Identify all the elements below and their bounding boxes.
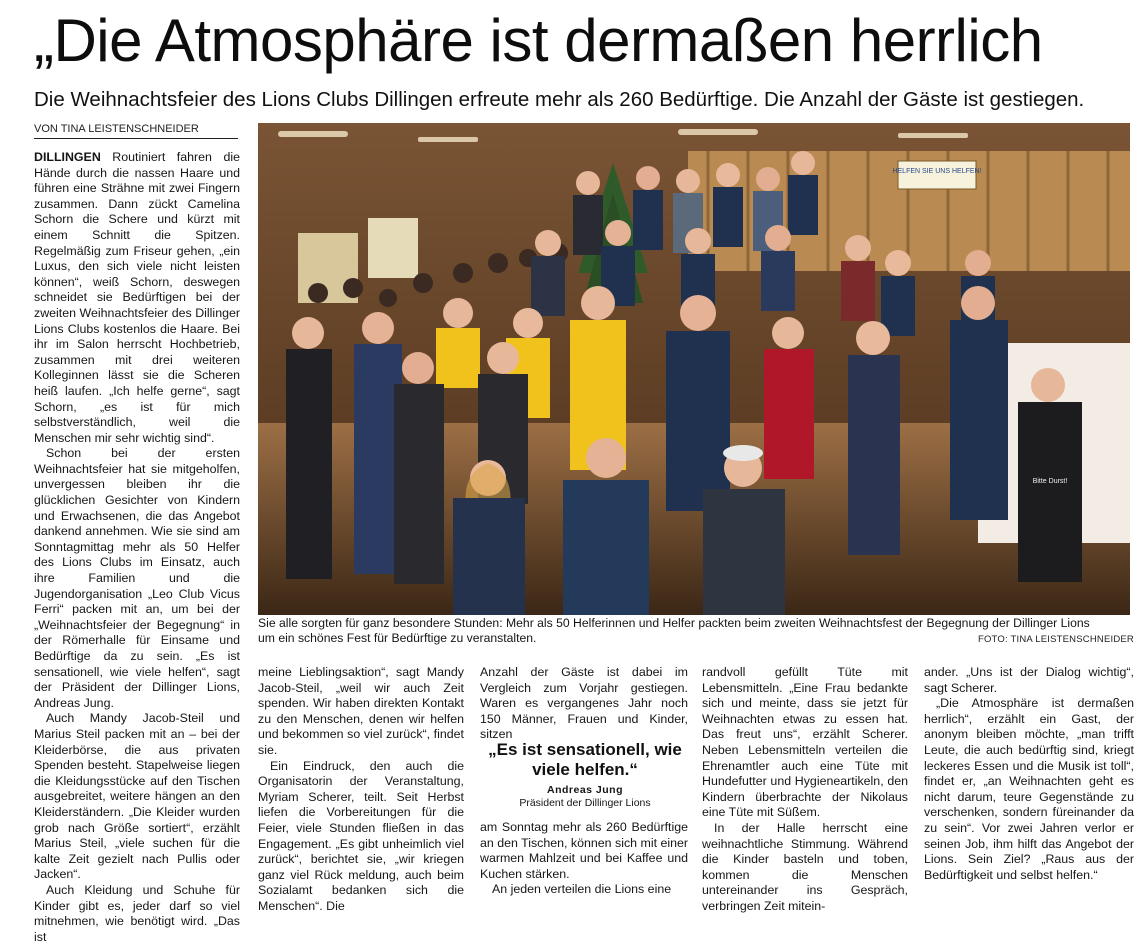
paragraph: Schon bei der ersten Weihnachtsfeier hat sie mitgeholfen, unvergessen bleiben ihr die glücklichen Gesichter von Kindern und Erwachsenen, die das Angebot dankend annehmen. Wie sie sind am Sonntagmittag mehr als 50 Helfer des Lions Clubs im Einsatz, auch ihre Familien und die Jugendorganisation „Leo Club Vicus Ferri“ packen mit an, um bei der „Weihnachtsfeier der Begegnung“ in der Römerhalle für Einsame und Bedürftige da zu sein. „Es ist sensationell, wie viele helfen“, sagt der Präsident der Dillinger Lions, Andreas Jung. <box>34 446 240 710</box>
caption-line: um ein schönes Fest für Bedürftige zu veranstalten. <box>258 631 537 645</box>
headline: „Die Atmosphäre ist dermaßen herrlich <box>34 7 1043 74</box>
column-3-bottom <box>480 820 688 910</box>
paragraph: Auch Mandy Jacob-Steil und Marius Steil packen mit an – bei der Kleiderbörse, die aus privaten Spenden besteht. Stapelweise liegen die Kleidungsstücke auf den Tischen ausgebreitet, weitere hängen an den Kleiderständern. „Die Kleider wurden grob nach Größe sortiert“, erzählt Marius Steil, „viele suchen für die kalte Zeit gezielt nach Pullis oder Jacken“. <box>34 711 240 882</box>
paragraph: randvoll gefüllt Tüte mit Lebensmitteln. „Eine Frau bedankte sich und meinte, dass sie jetzt für Weihnachten etwas zu essen hat. Das freut uns“, erzählt Scherer. Neben Lebensmitteln verteilen die Ehrenamtler auch eine Tüte mit Hundefutter und Hygieneartikeln, den Kindern überbrachte der Nikolaus eine Tüte mit Süßem. <box>702 665 908 820</box>
photo-credit: FOTO: TINA LEISTENSCHNEIDER <box>977 634 1134 645</box>
paragraph: Ein Eindruck, den auch die Organisatorin der Veranstaltung, Myriam Scherer, teilt. Seit Herbst liefen die Vorbereitungen für die Feier, viele Stunden fließen in das Engagement. „Es gibt unheimlich viel zurück“, berichtet sie, „wir kriegen ganz viel Rück meldung, auch beim Sozialamt bedanken sich die Menschen“. Die <box>258 758 464 913</box>
paragraph: meine Lieblingsaktion“, sagt Mandy Jacob-Steil, „weil wir auch Zeit spenden. Wir haben direkten Kontakt zu den Menschen, denen wir helfen und bekommen so viel zurück“, findet sie. <box>258 665 464 757</box>
paragraph: DILLINGEN Routiniert fahren die Hände durch die nassen Haare und führen eine Strähne mit zwei Fingern zusammen. Dann zückt Camelina Schorn die Schere und kürzt mit einem Schnitt die Spitzen. Regelmäßig zum Friseur gehen, „ein Luxus, den sich viele nicht leisten können“, weiß Schorn, deswegen schneidet sie Bedürftigen bei der zweiten Weihnachtsfeier des Dillinger Lions Clubs kostenlos die Haare. Bei ihr im Salon herrscht Hochbetrieb, zusammen mit drei weiteren Kolleginnen lässt sie die Scheren heiß laufen. „Ich helfe gerne“, sagt Schorn, „es ist für mich selbstverständlich, weil die Menschen mir sehr wichtig sind“. <box>34 150 240 445</box>
pull-quote-author: Andreas Jung <box>546 784 623 796</box>
pull-quote <box>480 740 690 809</box>
banner-text: HELFEN SIE UNS HELFEN! <box>892 168 982 175</box>
pull-quote-role: Präsident der Dillinger Lions <box>519 797 651 809</box>
subheadline: Die Weihnachtsfeier des Lions Clubs Dillingen erfreute mehr als 260 Bedürftige. Die Anzahl der Gäste ist gestiegen. <box>34 88 1085 111</box>
paragraph: Auch Kleidung und Schuhe für Kinder gibt es, jeder darf so viel mitnehmen, wie benötigt wird. „Das ist <box>34 882 240 944</box>
caption-line: Sie alle sorgten für ganz besondere Stunden: Mehr als 50 Helferinnen und Helfer packten beim zweiten Weihnachtsfest der Begegnung der Dillinger Lions <box>258 616 1090 630</box>
column-1 <box>34 150 240 944</box>
pull-quote-text: „Es ist sensationell, wie viele helfen.“ <box>488 740 682 779</box>
paragraph: „Die Atmosphäre ist dermaßen herrlich“, erzählt ein Gast, der anonym bleiben möchte, „man trifft Leute, die auch bedürftig sind, kriegt leckeres Essen und die Musik ist toll“, findet er, „an Weihnachten geht es nicht darum, teure Gegenstände zu verschenken, sondern füreinander da zu sein“. Vor zwei Jahren verlor er seinen Job, ihm hilft das Angebot der Lions. Sein Ziel? „Raus aus der Bedürftigkeit und selbst helfen.“ <box>924 696 1134 882</box>
paragraph: An jeden verteilen die Lions eine <box>492 882 672 897</box>
event-photo <box>258 123 1130 615</box>
byline: VON TINA LEISTENSCHNEIDER <box>34 123 238 139</box>
paragraph: am Sonntag mehr als 260 Bedürftige an den Tischen, können sich mit einer warmen Mahlzeit und bei Kaffee und Kuchen stärken. <box>480 820 689 881</box>
column-3-top <box>480 665 688 742</box>
shirt-text: Bitte Durst! <box>1032 478 1068 485</box>
dateline: DILLINGEN <box>34 150 101 164</box>
column-4 <box>702 665 908 913</box>
column-2 <box>258 665 464 913</box>
paragraph: Anzahl der Gäste ist dabei im Vergleich zum Vorjahr gestiegen. Waren es vergangenes Jahr noch 150 Männer, Frauen und Kinder, sitzen <box>480 665 688 742</box>
paragraph: ander. „Uns ist der Dialog wichtig“, sagt Scherer. <box>924 665 1134 695</box>
group-photo-illustration <box>258 123 1130 615</box>
paragraph: In der Halle herrscht eine weihnachtliche Stimmung. Während die Kinder basteln und toben, kommen die Menschen untereinander ins Gespräch, verbringen Zeit mitein- <box>702 820 908 913</box>
column-5 <box>924 665 1134 910</box>
